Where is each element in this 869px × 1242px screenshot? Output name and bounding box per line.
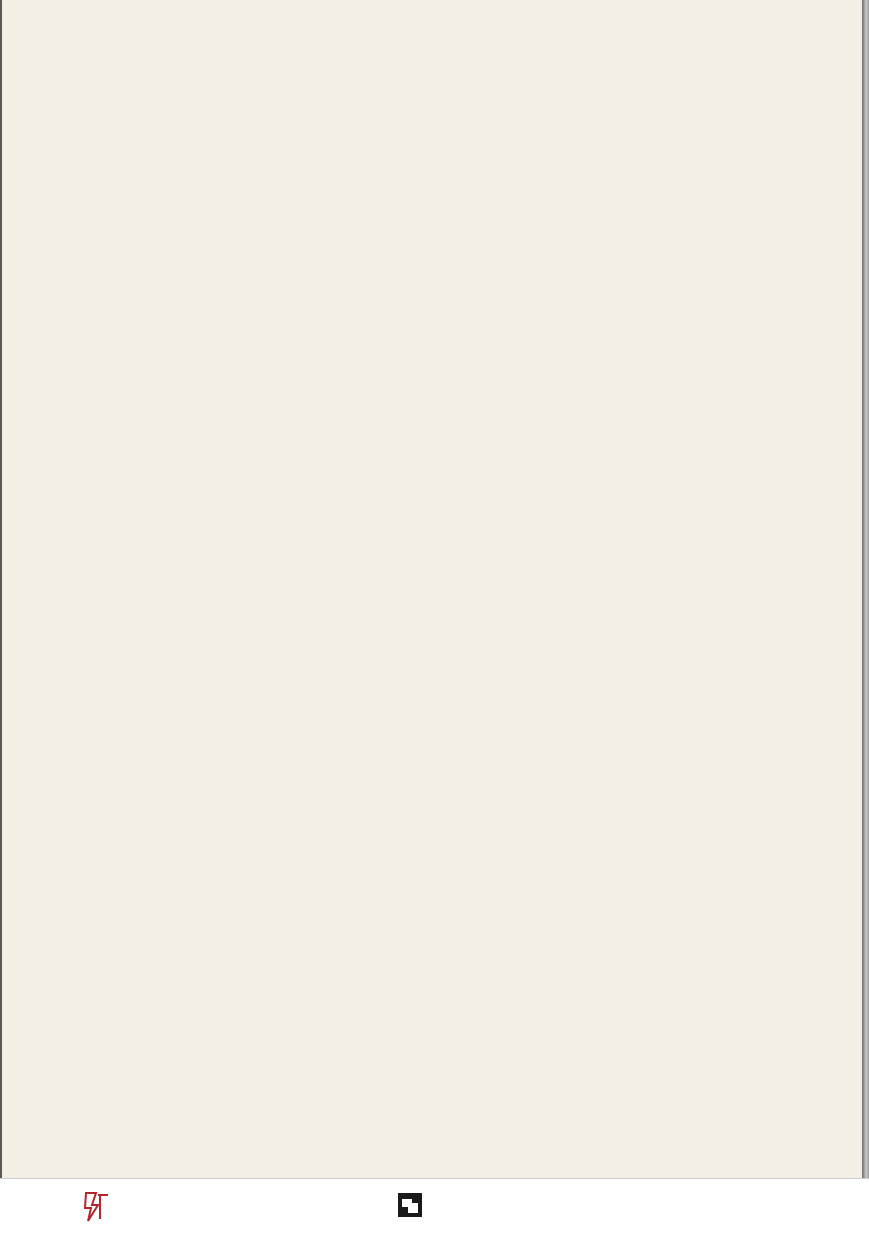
ub-emblem-icon xyxy=(82,1189,112,1225)
ub-heidelberg-logo[interactable] xyxy=(12,1189,132,1225)
digitization-footer xyxy=(0,1178,869,1242)
kunstbibliothek-mark-icon xyxy=(398,1193,422,1217)
page-content xyxy=(155,72,805,116)
kunstbibliothek-logo[interactable] xyxy=(398,1191,558,1221)
page-edge-shadow xyxy=(862,0,869,1178)
